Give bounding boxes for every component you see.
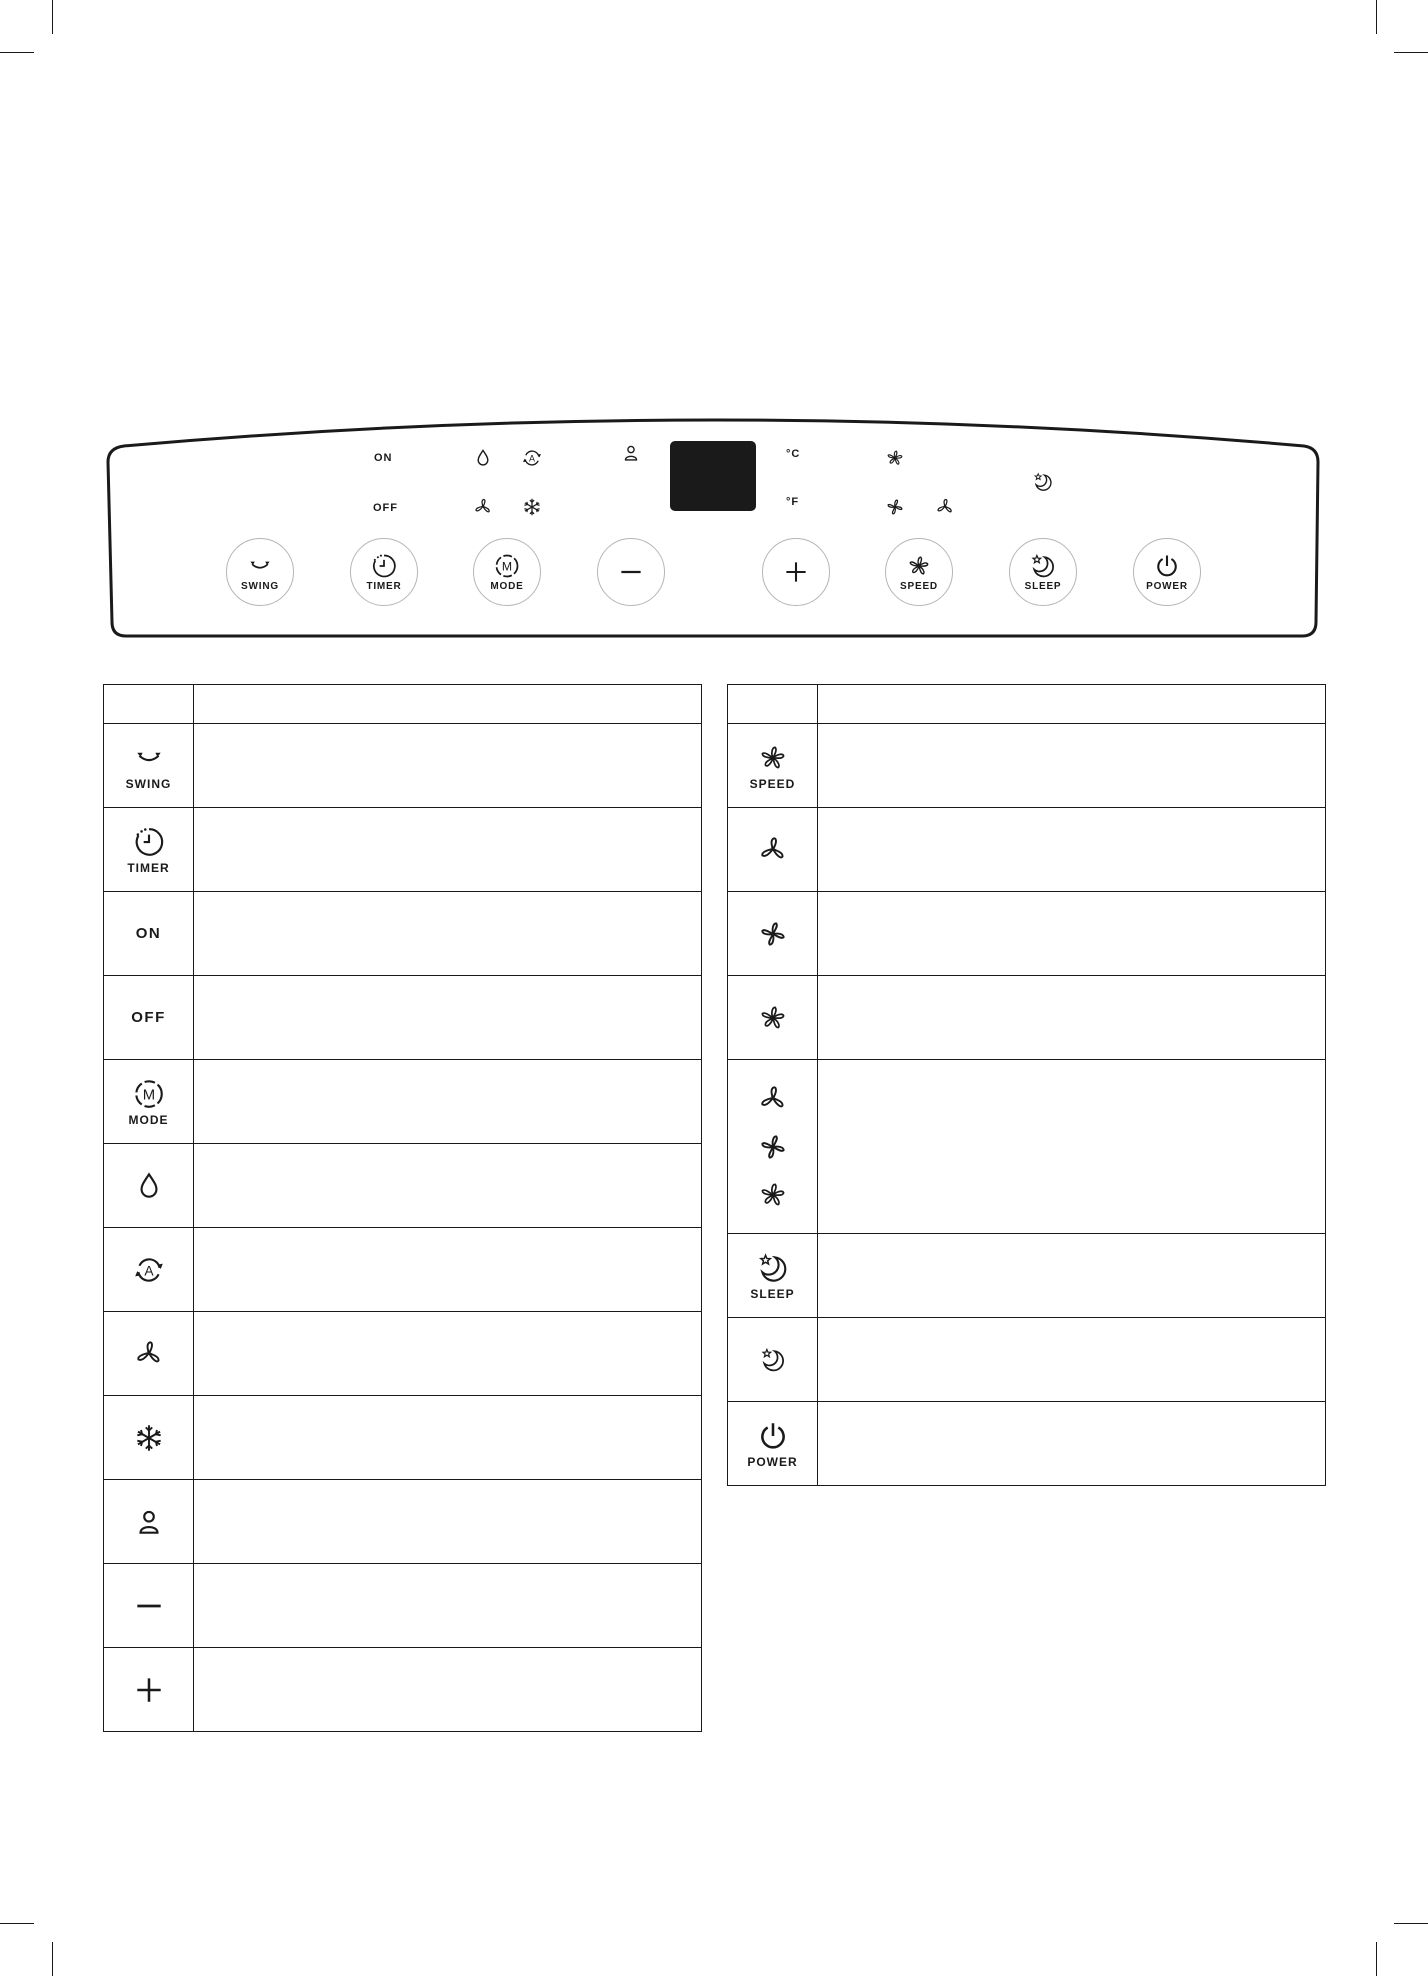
timer-button[interactable] <box>350 538 418 606</box>
plus-icon <box>132 1673 166 1707</box>
table-row <box>728 1402 1326 1486</box>
snowflake-icon <box>132 1421 166 1455</box>
description-cell <box>194 724 702 808</box>
mode-button-label: MODE <box>490 581 524 592</box>
header-cell <box>818 685 1326 724</box>
table-row <box>104 1228 702 1312</box>
speed-button-label: SPEED <box>900 581 938 592</box>
mode-button[interactable] <box>473 538 541 606</box>
header-cell <box>104 685 194 724</box>
sleep-icon <box>1029 552 1057 580</box>
speed-label: SPEED <box>749 776 796 791</box>
fan-medium-icon <box>756 1130 790 1164</box>
sleep-label: SLEEP <box>750 1286 795 1301</box>
timer-button-label: TIMER <box>366 581 402 592</box>
table-header-row <box>104 685 702 724</box>
auto-mode-icon <box>132 1253 166 1287</box>
table-row <box>104 1144 702 1228</box>
table-row <box>728 1318 1326 1402</box>
fan-low-icon <box>756 833 790 867</box>
table-row <box>104 1312 702 1396</box>
fan-low-icon <box>756 1082 790 1116</box>
table-row <box>728 808 1326 892</box>
sleep-indicator-icon <box>759 1346 787 1374</box>
description-cell <box>818 1318 1326 1402</box>
water-drop-icon <box>132 1169 166 1203</box>
sleep-indicator-icon <box>1032 471 1054 493</box>
timer-label: TIMER <box>127 860 170 875</box>
table-row <box>104 1648 702 1732</box>
minus-icon <box>617 558 645 586</box>
left-legend-table <box>103 684 702 1732</box>
fan-high-icon <box>756 1178 790 1212</box>
power-label: POWER <box>747 1454 798 1469</box>
table-row <box>104 808 702 892</box>
fan-high-icon <box>756 1001 790 1035</box>
fahrenheit-indicator: °F <box>786 496 800 508</box>
sleep-icon <box>756 1251 790 1285</box>
description-cell <box>818 808 1326 892</box>
crop-mark <box>52 0 53 34</box>
control-panel-outline <box>104 404 1326 642</box>
swing-icon <box>246 552 274 580</box>
sleep-button[interactable] <box>1009 538 1077 606</box>
table-row <box>104 1060 702 1144</box>
crop-mark <box>1394 52 1428 53</box>
power-button[interactable] <box>1133 538 1201 606</box>
table-row <box>104 1396 702 1480</box>
swing-button[interactable] <box>226 538 294 606</box>
description-cell <box>194 1060 702 1144</box>
description-cell <box>194 1312 702 1396</box>
water-drop-icon <box>472 447 494 469</box>
person-icon <box>620 442 642 464</box>
table-row <box>104 724 702 808</box>
fan-medium-icon <box>884 496 906 518</box>
fan-icon <box>132 1337 166 1371</box>
plus-button[interactable] <box>762 538 830 606</box>
speed-icon <box>756 741 790 775</box>
description-cell <box>194 976 702 1060</box>
description-cell <box>194 1648 702 1732</box>
fan-icon <box>472 496 494 518</box>
crop-mark <box>1376 1942 1377 1976</box>
description-cell <box>194 892 702 976</box>
minus-button[interactable] <box>597 538 665 606</box>
timer-icon <box>132 825 166 859</box>
description-cell <box>818 976 1326 1060</box>
description-cell <box>818 1402 1326 1486</box>
timer-icon <box>370 552 398 580</box>
header-cell <box>194 685 702 724</box>
swing-button-label: SWING <box>241 581 279 592</box>
crop-mark <box>1376 0 1377 34</box>
description-cell <box>818 892 1326 976</box>
crop-mark <box>0 1923 34 1924</box>
plus-icon <box>782 558 810 586</box>
table-row <box>728 892 1326 976</box>
description-cell <box>194 808 702 892</box>
mode-icon <box>132 1077 166 1111</box>
fan-high-icon <box>884 447 906 469</box>
snowflake-icon <box>521 496 543 518</box>
celsius-indicator: °C <box>786 448 801 460</box>
table-row <box>104 976 702 1060</box>
description-cell <box>818 724 1326 808</box>
table-row <box>728 1060 1326 1234</box>
table-header-row <box>728 685 1326 724</box>
on-indicator: ON <box>374 452 393 464</box>
table-row <box>104 892 702 976</box>
crop-mark <box>1394 1923 1428 1924</box>
description-cell <box>194 1228 702 1312</box>
table-row <box>104 1564 702 1648</box>
speed-button[interactable] <box>885 538 953 606</box>
table-row <box>728 1234 1326 1318</box>
minus-icon <box>132 1589 166 1623</box>
description-cell <box>818 1234 1326 1318</box>
power-button-label: POWER <box>1146 581 1188 592</box>
off-indicator: OFF <box>373 502 398 514</box>
sleep-button-label: SLEEP <box>1024 581 1062 592</box>
temperature-display <box>670 441 756 511</box>
on-text: ON <box>135 925 162 942</box>
person-icon <box>132 1505 166 1539</box>
power-icon <box>756 1419 790 1453</box>
description-cell <box>194 1396 702 1480</box>
description-cell <box>194 1564 702 1648</box>
header-cell <box>728 685 818 724</box>
speed-icon <box>905 552 933 580</box>
description-cell <box>194 1144 702 1228</box>
auto-mode-icon <box>521 447 543 469</box>
description-cell <box>194 1480 702 1564</box>
crop-mark <box>52 1942 53 1976</box>
fan-medium-icon <box>756 917 790 951</box>
table-row <box>728 724 1326 808</box>
mode-label: MODE <box>128 1112 169 1127</box>
off-text: OFF <box>131 1009 166 1026</box>
crop-mark <box>0 52 34 53</box>
fan-auto-stack-icon <box>728 1075 817 1219</box>
description-cell <box>818 1060 1326 1234</box>
swing-label: SWING <box>125 776 172 791</box>
swing-icon <box>132 741 166 775</box>
power-icon <box>1153 552 1181 580</box>
fan-low-icon <box>934 496 956 518</box>
mode-icon <box>493 552 521 580</box>
right-legend-table <box>727 684 1326 1486</box>
table-row <box>104 1480 702 1564</box>
table-row <box>728 976 1326 1060</box>
